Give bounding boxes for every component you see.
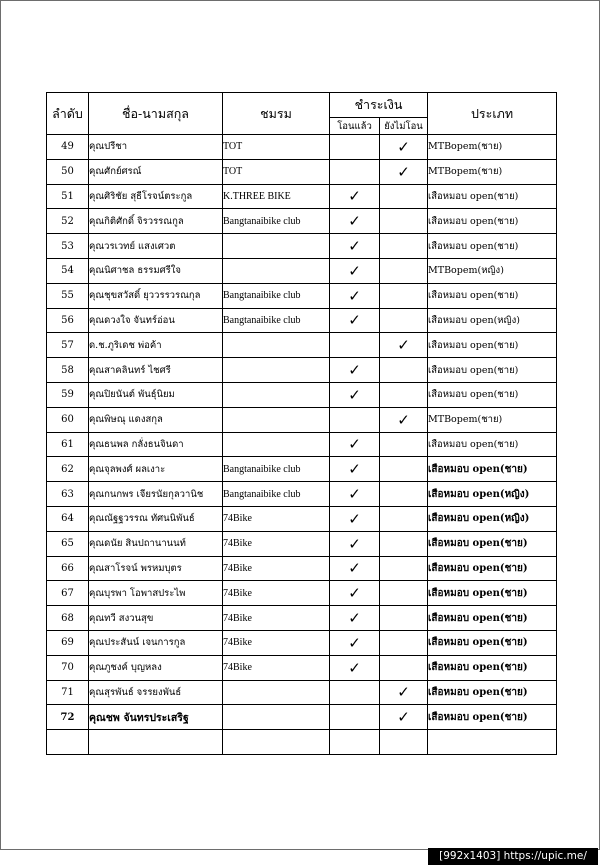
unpaid-check	[380, 283, 428, 308]
table-row	[47, 135, 557, 160]
club-name: TOT	[223, 159, 330, 184]
unpaid-check: ✓	[380, 680, 428, 705]
club-name	[223, 382, 330, 407]
race-category: เสือหมอบ open(หญิง)	[428, 308, 557, 333]
table-row	[47, 531, 557, 556]
race-category: MTBopem(หญิง)	[428, 258, 557, 283]
participant-name: คุณกนกพร เจียรนัยกุลวานิช	[89, 482, 223, 507]
participant-name: ด.ช.ภูริเดช พ่อค้า	[89, 333, 223, 358]
row-number: 70	[47, 655, 89, 680]
participant-name: คุณชุขสวัสดิ์ ยุววรรวรณกุล	[89, 283, 223, 308]
club-name: 74Bike	[223, 606, 330, 631]
table-row	[47, 556, 557, 581]
table-row	[47, 630, 557, 655]
unpaid-check	[380, 258, 428, 283]
unpaid-check	[380, 209, 428, 234]
registration-table	[46, 92, 557, 755]
club-name: 74Bike	[223, 531, 330, 556]
table-row	[47, 606, 557, 631]
unpaid-check	[380, 432, 428, 457]
row-number: 68	[47, 606, 89, 631]
paid-check	[330, 159, 380, 184]
header-payment: ชำระเงิน	[330, 93, 428, 118]
row-number: 59	[47, 382, 89, 407]
row-number: 71	[47, 680, 89, 705]
paid-check: ✓	[330, 432, 380, 457]
race-category: เสือหมอบ open(หญิง)	[428, 506, 557, 531]
participant-name: คุณสาคลินทร์ ไชศรี	[89, 358, 223, 383]
race-category: เสือหมอบ open(ชาย)	[428, 705, 557, 730]
paid-check: ✓	[330, 581, 380, 606]
paid-check	[330, 135, 380, 160]
row-number: 54	[47, 258, 89, 283]
race-category: MTBopem(ชาย)	[428, 407, 557, 432]
paid-check: ✓	[330, 531, 380, 556]
unpaid-check	[380, 506, 428, 531]
row-number: 49	[47, 135, 89, 160]
participant-name: คุณประสันน์ เจนการกูล	[89, 630, 223, 655]
participant-name: คุณศิริชัย สุธีโรจน์ตระกูล	[89, 184, 223, 209]
row-number: 62	[47, 457, 89, 482]
race-category: เสือหมอบ open(ชาย)	[428, 234, 557, 259]
participant-name: คุณธนพล กลั่งธนจินดา	[89, 432, 223, 457]
table-body	[47, 135, 557, 755]
paid-check: ✓	[330, 506, 380, 531]
row-number: 57	[47, 333, 89, 358]
table-row	[47, 159, 557, 184]
header-club: ชมรม	[223, 93, 330, 135]
club-name: Bangtanaibike club	[223, 482, 330, 507]
club-name: Bangtanaibike club	[223, 209, 330, 234]
unpaid-check	[380, 184, 428, 209]
club-name	[223, 333, 330, 358]
paid-check: ✓	[330, 382, 380, 407]
paid-check: ✓	[330, 606, 380, 631]
row-number: 56	[47, 308, 89, 333]
row-number: 65	[47, 531, 89, 556]
header-no: ลำดับ	[47, 93, 89, 135]
paid-check: ✓	[330, 655, 380, 680]
race-category: เสือหมอบ open(ชาย)	[428, 432, 557, 457]
unpaid-check	[380, 730, 428, 755]
club-name	[223, 358, 330, 383]
race-category: เสือหมอบ open(ชาย)	[428, 358, 557, 383]
unpaid-check: ✓	[380, 407, 428, 432]
paid-check: ✓	[330, 308, 380, 333]
club-name	[223, 680, 330, 705]
row-number: 53	[47, 234, 89, 259]
table-row	[47, 655, 557, 680]
paid-check: ✓	[330, 457, 380, 482]
table-row	[47, 209, 557, 234]
unpaid-check	[380, 358, 428, 383]
participant-name: คุณทวี สงวนสุข	[89, 606, 223, 631]
row-number	[47, 730, 89, 755]
unpaid-check: ✓	[380, 135, 428, 160]
header-unpaid: ยังไม่โอน	[380, 118, 428, 135]
race-category: เสือหมอบ open(ชาย)	[428, 283, 557, 308]
unpaid-check	[380, 457, 428, 482]
table-row	[47, 258, 557, 283]
unpaid-check: ✓	[380, 705, 428, 730]
table-row	[47, 730, 557, 755]
row-number: 50	[47, 159, 89, 184]
race-category: เสือหมอบ open(ชาย)	[428, 382, 557, 407]
race-category: เสือหมอบ open(หญิง)	[428, 482, 557, 507]
row-number: 67	[47, 581, 89, 606]
participant-name: คุณณัฐฐวรรณ ทัศนนิพันธ์	[89, 506, 223, 531]
club-name: 74Bike	[223, 581, 330, 606]
participant-name: คุณปิยนันต์ พันธุ์นิยม	[89, 382, 223, 407]
table-row	[47, 283, 557, 308]
paid-check: ✓	[330, 234, 380, 259]
row-number: 61	[47, 432, 89, 457]
paid-check	[330, 680, 380, 705]
table-row	[47, 457, 557, 482]
unpaid-check	[380, 655, 428, 680]
table-row	[47, 705, 557, 730]
unpaid-check: ✓	[380, 333, 428, 358]
participant-name: คุณสุรพันธ์ จรรยงพันธ์	[89, 680, 223, 705]
race-category: เสือหมอบ open(ชาย)	[428, 209, 557, 234]
row-number: 55	[47, 283, 89, 308]
club-name: TOT	[223, 135, 330, 160]
participant-name: คุณบุรพา โอพาสประไพ	[89, 581, 223, 606]
unpaid-check	[380, 581, 428, 606]
club-name: Bangtanaibike club	[223, 308, 330, 333]
club-name	[223, 705, 330, 730]
club-name	[223, 730, 330, 755]
paid-check: ✓	[330, 209, 380, 234]
table-row	[47, 407, 557, 432]
race-category: เสือหมอบ open(ชาย)	[428, 581, 557, 606]
unpaid-check	[380, 234, 428, 259]
club-name	[223, 432, 330, 457]
unpaid-check: ✓	[380, 159, 428, 184]
participant-name: คุณนิศาชล ธรรมศรีใจ	[89, 258, 223, 283]
table-row	[47, 184, 557, 209]
row-number: 60	[47, 407, 89, 432]
participant-name: คุณพิษณุ แดงสกุล	[89, 407, 223, 432]
paid-check: ✓	[330, 258, 380, 283]
paid-check	[330, 705, 380, 730]
paid-check: ✓	[330, 184, 380, 209]
race-category: เสือหมอบ open(ชาย)	[428, 457, 557, 482]
race-category: เสือหมอบ open(ชาย)	[428, 184, 557, 209]
row-number: 52	[47, 209, 89, 234]
paid-check	[330, 407, 380, 432]
participant-name: คุณชพ จันทรประเสริฐ	[89, 705, 223, 730]
unpaid-check	[380, 556, 428, 581]
race-category: MTBopem(ชาย)	[428, 135, 557, 160]
paid-check: ✓	[330, 358, 380, 383]
club-name: 74Bike	[223, 655, 330, 680]
club-name	[223, 234, 330, 259]
participant-name: คุณวรเวทย์ แสงเศวต	[89, 234, 223, 259]
race-category: เสือหมอบ open(ชาย)	[428, 531, 557, 556]
table-row	[47, 482, 557, 507]
participant-name: คุณจุลพงศ์ ผลเงาะ	[89, 457, 223, 482]
table-row	[47, 234, 557, 259]
unpaid-check	[380, 482, 428, 507]
row-number: 72	[47, 705, 89, 730]
participant-name: คุณสาโรจน์ พรหมบุตร	[89, 556, 223, 581]
race-category: เสือหมอบ open(ชาย)	[428, 655, 557, 680]
participant-name: คุณดวงใจ จันทร์อ่อน	[89, 308, 223, 333]
race-category: เสือหมอบ open(ชาย)	[428, 556, 557, 581]
table-row	[47, 680, 557, 705]
paid-check: ✓	[330, 283, 380, 308]
unpaid-check	[380, 606, 428, 631]
table-row	[47, 382, 557, 407]
club-name: 74Bike	[223, 506, 330, 531]
unpaid-check	[380, 531, 428, 556]
club-name: K.THREE BIKE	[223, 184, 330, 209]
image-size-watermark: [992x1403] https://upic.me/	[428, 848, 598, 865]
participant-name: คุณปรีชา	[89, 135, 223, 160]
unpaid-check	[380, 382, 428, 407]
race-category: เสือหมอบ open(ชาย)	[428, 606, 557, 631]
participant-name: คุณดนัย สินปถานานนท์	[89, 531, 223, 556]
table-row	[47, 581, 557, 606]
race-category	[428, 730, 557, 755]
paid-check	[330, 333, 380, 358]
race-category: เสือหมอบ open(ชาย)	[428, 333, 557, 358]
unpaid-check	[380, 630, 428, 655]
header-name: ชื่อ-นามสกุล	[89, 93, 223, 135]
row-number: 51	[47, 184, 89, 209]
row-number: 63	[47, 482, 89, 507]
paid-check: ✓	[330, 630, 380, 655]
club-name: Bangtanaibike club	[223, 283, 330, 308]
race-category: เสือหมอบ open(ชาย)	[428, 630, 557, 655]
club-name: 74Bike	[223, 630, 330, 655]
row-number: 58	[47, 358, 89, 383]
paid-check	[330, 730, 380, 755]
table-row	[47, 358, 557, 383]
paid-check: ✓	[330, 556, 380, 581]
header-paid: โอนแล้ว	[330, 118, 380, 135]
header-row	[47, 93, 557, 118]
participant-name: คุณศักย์ศรณ์	[89, 159, 223, 184]
row-number: 64	[47, 506, 89, 531]
table-row	[47, 506, 557, 531]
club-name	[223, 258, 330, 283]
club-name: Bangtanaibike club	[223, 457, 330, 482]
table-row	[47, 308, 557, 333]
paid-check: ✓	[330, 482, 380, 507]
participant-name	[89, 730, 223, 755]
club-name: 74Bike	[223, 556, 330, 581]
table-row	[47, 333, 557, 358]
race-category: MTBopem(ชาย)	[428, 159, 557, 184]
row-number: 66	[47, 556, 89, 581]
participant-name: คุณกิติศักดิ์ จิรวรรณกูล	[89, 209, 223, 234]
unpaid-check	[380, 308, 428, 333]
table-row	[47, 432, 557, 457]
race-category: เสือหมอบ open(ชาย)	[428, 680, 557, 705]
club-name	[223, 407, 330, 432]
row-number: 69	[47, 630, 89, 655]
participant-name: คุณภูชงค์ บุญหลง	[89, 655, 223, 680]
header-category: ประเภท	[428, 93, 557, 135]
